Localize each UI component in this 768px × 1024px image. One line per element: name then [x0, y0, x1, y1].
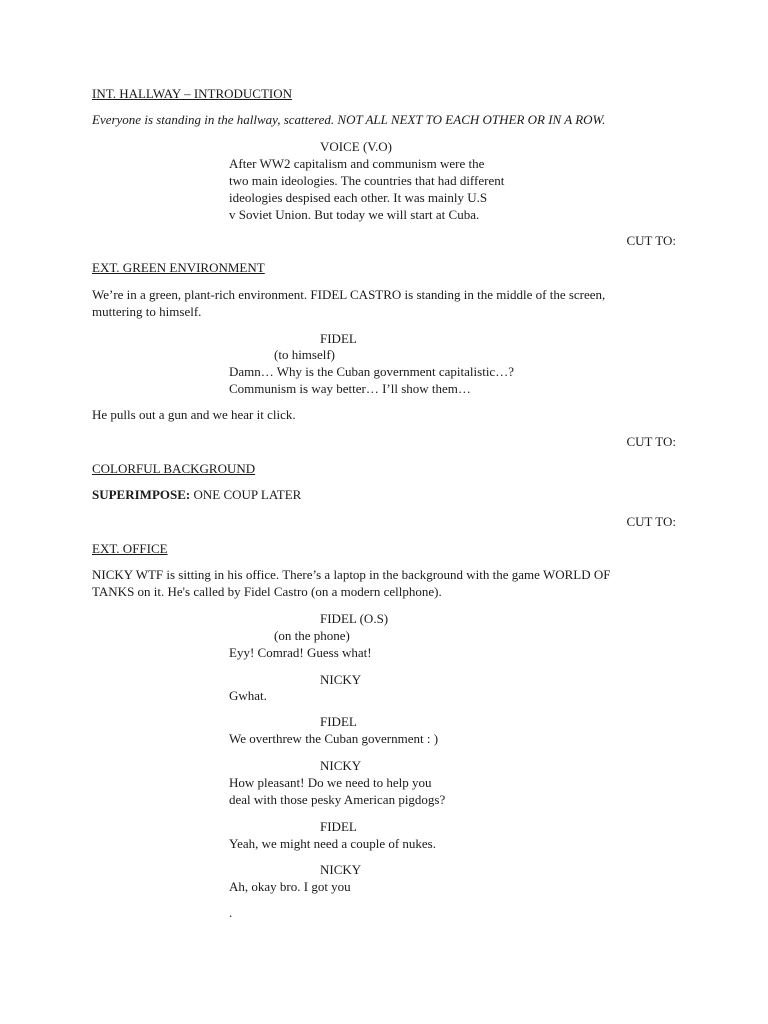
character-name: NICKY [320, 758, 362, 773]
superimpose-text: ONE COUP LATER [190, 487, 302, 502]
dialogue-line: deal with those pesky American pigdogs? [229, 792, 446, 807]
character-name: NICKY [320, 672, 362, 687]
action-line: NICKY WTF is sitting in his office. There’s a laptop in the background with the game WORLD OF [92, 567, 611, 582]
character-name: FIDEL [320, 714, 357, 729]
action-line: TANKS on it. He's called by Fidel Castro (on a modern cellphone). [92, 584, 442, 599]
action-line: muttering to himself. [92, 304, 202, 319]
trailing-period: . [229, 905, 233, 920]
superimpose-line [92, 486, 301, 503]
character-name: FIDEL [320, 819, 357, 834]
dialogue-line: ideologies despised each other. It was mainly U.S [229, 190, 488, 205]
character-name: NICKY [320, 862, 362, 877]
dialogue-line: two main ideologies. The countries that had different [229, 173, 505, 188]
dialogue-line: Communism is way better… I’ll show them… [229, 381, 471, 396]
scene-heading: COLORFUL BACKGROUND [92, 461, 256, 476]
dialogue-line: Ah, okay bro. I got you [229, 879, 351, 894]
dialogue-line: How pleasant! Do we need to help you [229, 775, 432, 790]
transition: CUT TO: [626, 434, 676, 449]
dialogue-line: v Soviet Union. But today we will start at Cuba. [229, 207, 480, 222]
dialogue-line: After WW2 capitalism and communism were the [229, 156, 485, 171]
scene-heading: INT. HALLWAY – INTRODUCTION [92, 86, 293, 101]
scene-heading: EXT. GREEN ENVIRONMENT [92, 260, 265, 275]
superimpose-label: SUPERIMPOSE: [92, 487, 191, 502]
character-name: FIDEL [320, 331, 357, 346]
dialogue-line: Gwhat. [229, 688, 267, 703]
scene-heading: EXT. OFFICE [92, 541, 168, 556]
transition: CUT TO: [626, 514, 676, 529]
dialogue-line: Yeah, we might need a couple of nukes. [229, 836, 436, 851]
scene-direction: Everyone is standing in the hallway, scattered. NOT ALL NEXT TO EACH OTHER OR IN A ROW. [92, 112, 606, 127]
action-line: We’re in a green, plant-rich environment. FIDEL CASTRO is standing in the middle of the screen, [92, 287, 606, 302]
parenthetical: (on the phone) [274, 628, 350, 643]
action-line: He pulls out a gun and we hear it click. [92, 407, 296, 422]
parenthetical: (to himself) [274, 347, 336, 362]
character-name: VOICE (V.O) [320, 139, 392, 154]
dialogue-line: Eyy! Comrad! Guess what! [229, 645, 372, 660]
dialogue-line: Damn… Why is the Cuban government capitalistic…? [229, 364, 514, 379]
character-name: FIDEL (O.S) [320, 611, 389, 626]
dialogue-line: We overthrew the Cuban government : ) [229, 731, 439, 746]
transition: CUT TO: [626, 233, 676, 248]
